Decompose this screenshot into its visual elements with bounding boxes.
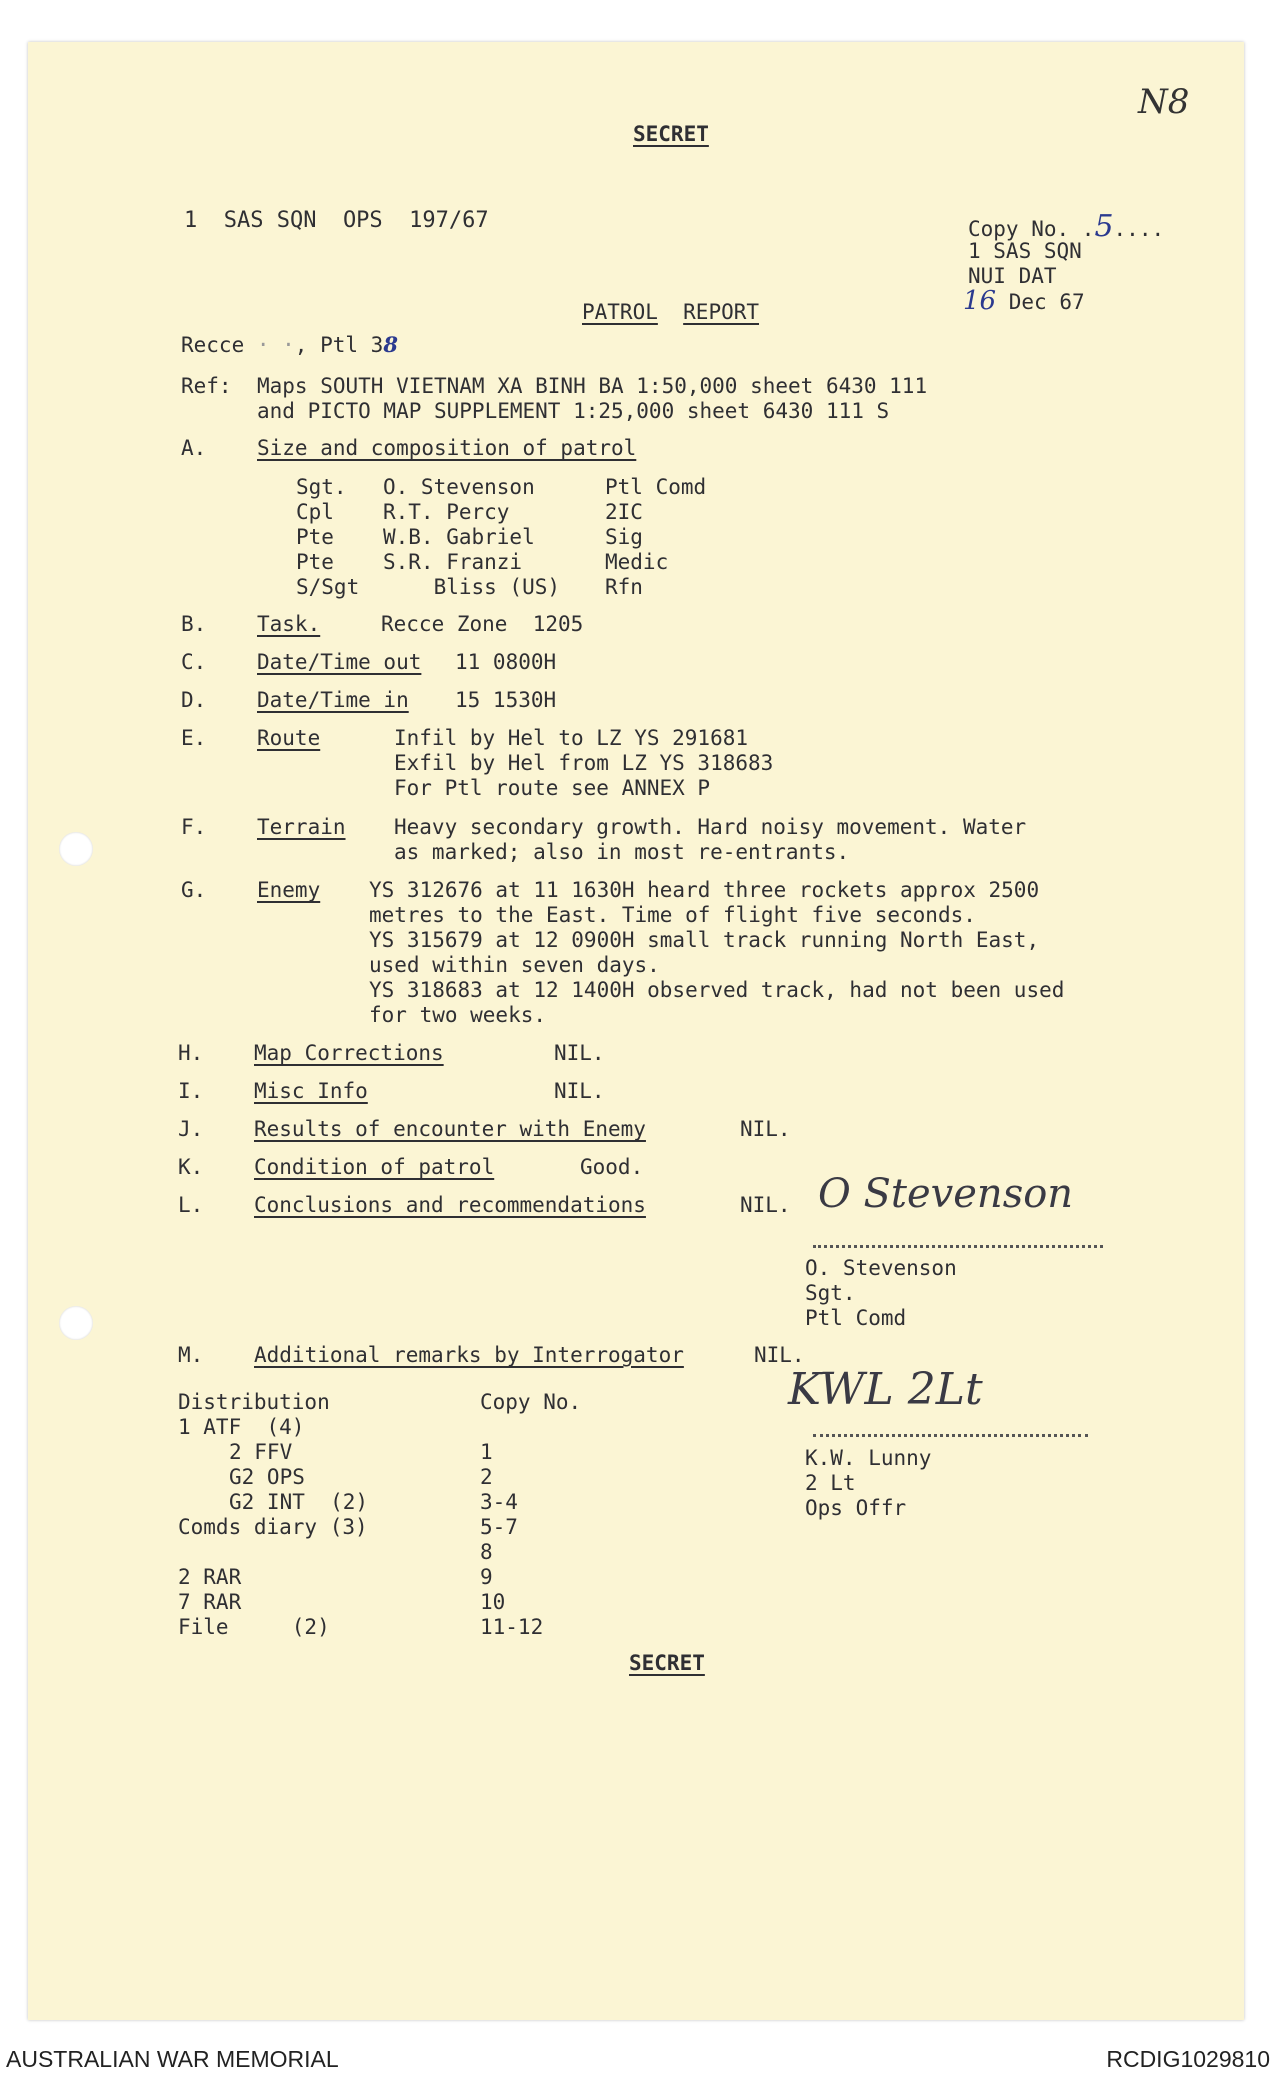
section-d-title: Date/Time in xyxy=(257,688,409,712)
section-i-title: Misc Info xyxy=(254,1079,368,1103)
section-m-title: Additional remarks by Interrogator xyxy=(254,1343,684,1367)
signatory-1-rank: Sgt. xyxy=(805,1281,856,1305)
distribution-recipient: G2 INT (2) xyxy=(229,1490,369,1514)
distribution-group xyxy=(178,1415,304,1440)
section-b-title: Task. xyxy=(257,612,321,636)
route-line: Exfil by Hel from LZ YS 318683 xyxy=(394,751,774,775)
section-k-value: Good. xyxy=(580,1155,644,1179)
section-h-letter: H. xyxy=(178,1041,204,1065)
distribution-recipient: Comds diary (3) xyxy=(178,1515,368,1539)
distribution-copy: 11-12 xyxy=(480,1615,544,1639)
section-g-title: Enemy xyxy=(257,878,321,902)
section-f-letter: F. xyxy=(181,815,207,839)
distribution-recipient: File (2) xyxy=(178,1615,330,1639)
section-c-value: 11 0800H xyxy=(455,650,557,674)
footer-record-id: RCDIG1029810 xyxy=(1106,2046,1270,2072)
section-f-title: Terrain xyxy=(257,815,346,839)
signatory-1-name: O. Stevenson xyxy=(805,1256,957,1280)
section-k-title: Condition of patrol xyxy=(254,1155,495,1179)
classification-bottom: SECRET xyxy=(629,1651,705,1675)
title-word-patrol: PATROL xyxy=(582,300,658,324)
section-c-title: Date/Time out xyxy=(257,650,422,674)
date-month-year: Dec 67 xyxy=(1008,290,1085,314)
section-b-letter: B. xyxy=(181,612,207,636)
copy-label: Copy No. . xyxy=(968,217,1095,241)
terrain-line: Heavy secondary growth. Hard noisy movement. Water xyxy=(394,815,1027,839)
unit-line: 1 SAS SQN xyxy=(968,239,1082,263)
member-rank: Pte xyxy=(296,525,334,549)
recce-ptl-number: 8 xyxy=(383,332,398,357)
distribution-copy: 9 xyxy=(480,1565,493,1589)
section-i-value: NIL. xyxy=(554,1079,605,1103)
member-rank: Pte xyxy=(296,550,334,574)
member-role: Rfn xyxy=(605,575,643,599)
signature-lunny: KWL 2Lt xyxy=(788,1364,983,1415)
distribution-copy: 8 xyxy=(480,1540,493,1564)
enemy-line: YS 312676 at 11 1630H heard three rockets approx 2500 xyxy=(369,878,1040,902)
member-rank: S/Sgt xyxy=(296,575,360,599)
footer-archive-name: AUSTRALIAN WAR MEMORIAL xyxy=(6,2046,339,2072)
section-d-value: 15 1530H xyxy=(455,688,557,712)
member-name: S.R. Franzi xyxy=(383,550,523,574)
section-h-value: NIL. xyxy=(554,1041,605,1065)
signatory-2-rank: 2 Lt xyxy=(805,1471,856,1495)
section-i-letter: I. xyxy=(178,1079,204,1103)
distribution-recipient: G2 OPS xyxy=(229,1465,305,1489)
document-sheet xyxy=(28,42,1244,2020)
route-line: For Ptl route see ANNEX P xyxy=(394,776,711,800)
signatory-1-role: Ptl Comd xyxy=(805,1306,907,1330)
section-g-letter: G. xyxy=(181,878,207,902)
route-line: Infil by Hel to LZ YS 291681 xyxy=(394,726,749,750)
handwritten-ref: N8 xyxy=(1138,82,1190,122)
section-m-letter: M. xyxy=(178,1343,204,1367)
section-c-letter: C. xyxy=(181,650,207,674)
punch-hole-lower xyxy=(59,1306,93,1340)
recce-line: Recce · ·, Ptl 38 xyxy=(181,332,398,357)
date-line xyxy=(963,286,1085,316)
enemy-line: YS 315679 at 12 0900H small track running North East, xyxy=(369,928,1040,952)
member-name: W.B. Gabriel xyxy=(383,525,535,549)
enemy-line: YS 318683 at 12 1400H observed track, had not been used xyxy=(369,978,1065,1002)
enemy-line: for two weeks. xyxy=(369,1003,547,1027)
section-j-value: NIL. xyxy=(740,1117,791,1141)
distribution-copy: 1 xyxy=(480,1440,493,1464)
enemy-line: used within seven days. xyxy=(369,953,660,977)
distribution-copy: 2 xyxy=(480,1465,493,1489)
section-m-value: NIL. xyxy=(754,1343,805,1367)
report-title xyxy=(582,300,759,325)
distribution-recipient: 7 RAR xyxy=(178,1590,242,1614)
member-name: R.T. Percy xyxy=(383,500,510,524)
classification-top: SECRET xyxy=(633,122,709,146)
member-name: Bliss (US) xyxy=(383,575,561,599)
member-rank: Cpl xyxy=(296,500,334,524)
group-count: (4) xyxy=(266,1415,305,1439)
copy-number: 5 xyxy=(1094,209,1114,244)
date-day: 16 xyxy=(963,286,997,316)
recce-label: Recce xyxy=(181,333,257,357)
section-e-letter: E. xyxy=(181,726,207,750)
distribution-copy: 10 xyxy=(480,1590,506,1614)
signature-line-1 xyxy=(813,1245,1103,1248)
distribution-copy: 3-4 xyxy=(480,1490,518,1514)
section-h-title: Map Corrections xyxy=(254,1041,444,1065)
section-l-value: NIL. xyxy=(740,1193,791,1217)
member-role: Sig xyxy=(605,525,643,549)
copy-no-header: Copy No. xyxy=(480,1390,582,1414)
ref-label: Ref: xyxy=(181,374,232,398)
copy-number-line xyxy=(968,209,1165,244)
punch-hole-upper xyxy=(59,832,93,866)
member-role: 2IC xyxy=(605,500,643,524)
recce-ptl: , Ptl 3 xyxy=(294,333,384,357)
section-e-title: Route xyxy=(257,726,321,750)
terrain-line: as marked; also in most re-entrants. xyxy=(394,840,850,864)
section-l-letter: L. xyxy=(178,1193,204,1217)
section-k-letter: K. xyxy=(178,1155,204,1179)
section-a-letter: A. xyxy=(181,436,207,460)
member-role: Medic xyxy=(605,550,669,574)
section-a-title: Size and composition of patrol xyxy=(257,436,637,460)
signatory-2-name: K.W. Lunny xyxy=(805,1446,932,1470)
distribution-recipient: 2 FFV xyxy=(229,1440,293,1464)
group-label: 1 ATF xyxy=(178,1415,242,1439)
member-role: Ptl Comd xyxy=(605,475,707,499)
member-name: O. Stevenson xyxy=(383,475,535,499)
signatory-2-role: Ops Offr xyxy=(805,1496,907,1520)
section-j-title: Results of encounter with Enemy xyxy=(254,1117,646,1141)
enemy-line: metres to the East. Time of flight five seconds. xyxy=(369,903,976,927)
ref-line-1: Maps SOUTH VIETNAM XA BINH BA 1:50,000 sheet 6430 111 xyxy=(257,374,928,398)
ref-line-2: and PICTO MAP SUPPLEMENT 1:25,000 sheet 6430 111 S xyxy=(257,399,890,423)
member-rank: Sgt. xyxy=(296,475,347,499)
copy-dots: .... xyxy=(1113,217,1165,241)
section-b-value: Recce Zone 1205 xyxy=(381,612,584,636)
signature-stevenson: O Stevenson xyxy=(818,1171,1074,1217)
title-word-report: REPORT xyxy=(683,300,760,324)
location-line: NUI DAT xyxy=(968,264,1057,288)
ops-reference: 1 SAS SQN OPS 197/67 xyxy=(184,208,489,233)
distribution-header: Distribution xyxy=(178,1390,330,1414)
distribution-copy: 5-7 xyxy=(480,1515,518,1539)
signature-line-2 xyxy=(813,1434,1088,1437)
distribution-recipient: 2 RAR xyxy=(178,1565,242,1589)
section-l-title: Conclusions and recommendations xyxy=(254,1193,646,1217)
section-d-letter: D. xyxy=(181,688,207,712)
section-j-letter: J. xyxy=(178,1117,204,1141)
